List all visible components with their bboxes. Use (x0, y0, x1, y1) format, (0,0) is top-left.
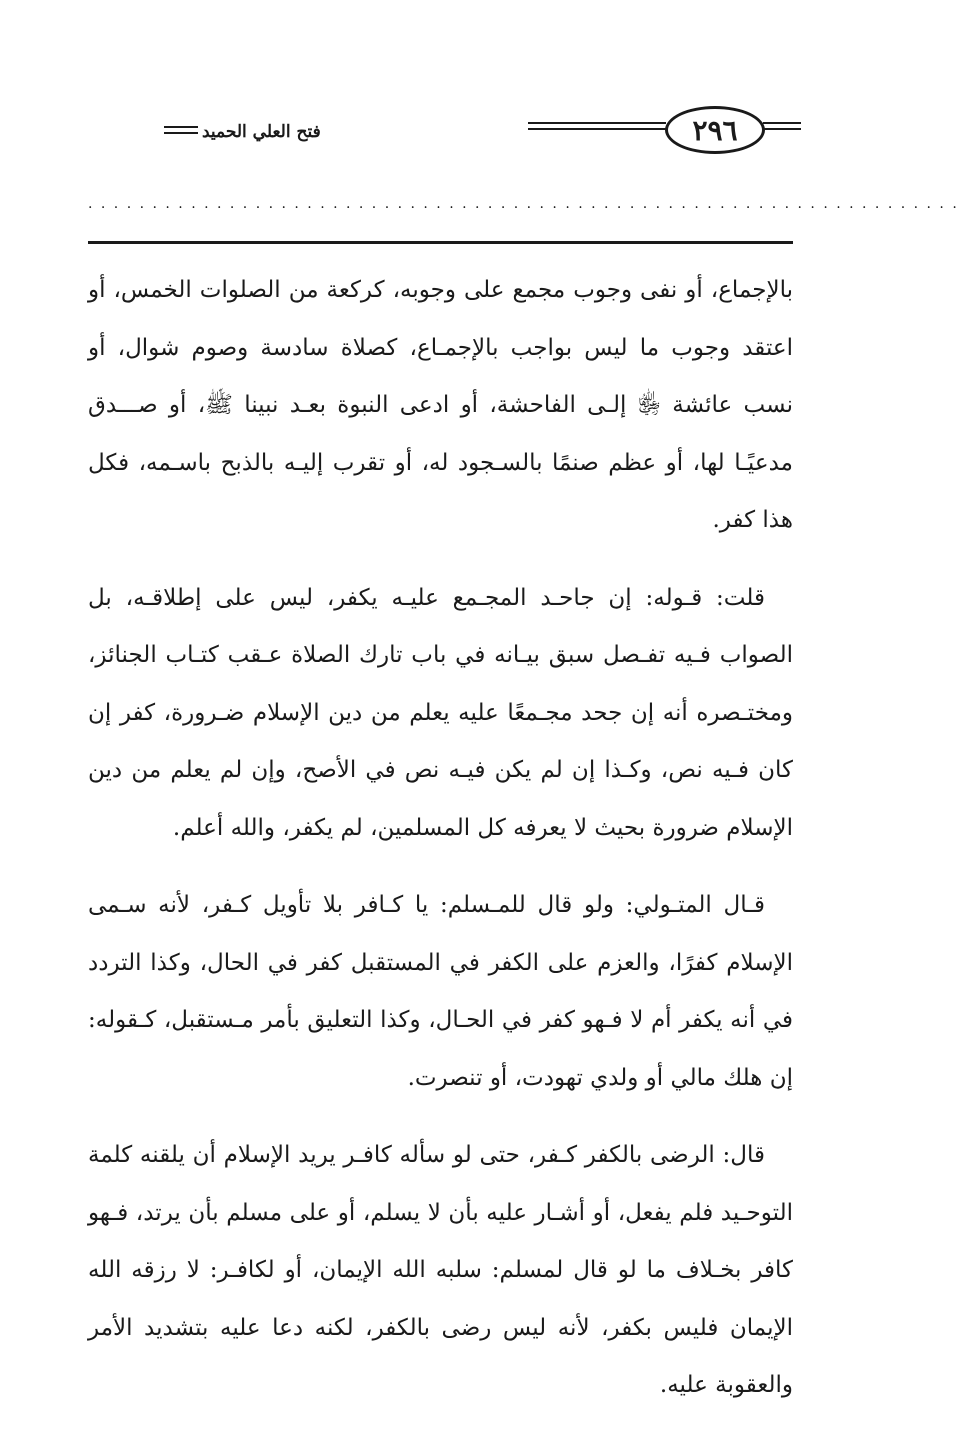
horizontal-rule (88, 241, 793, 244)
page-header (80, 100, 798, 170)
paragraph: قلت: قـوله: إن جاحـد المجـمع عليـه يكفر، ليس على إطلاقـه، بل الصواب فـيه تفـصل سبق بيـانه في باب تارك الصلاة عـقب كتـاب الجنائز، ومختـصره أنه إن جحد مجـمعًا عليه يعلم من دين الإسلام ضـرورة، كفر إن كان فـيه نص، وكـذا إن لم يكن فيـه نص في الأصح، وإن لم يعلم من دين الإسلام ضرورة بحيث لا يعرفه كل المسلمين، لم يكفر، والله أعلم. (88, 584, 793, 841)
dotted-separator: . . . . . . . . . . . . . . . . . . . . . . . . . . . . . . . . . . . . . . . . . . . . . . . . . . . . . . . . . . . . . . . . . . . . (88, 196, 959, 212)
paragraph: قـال المتـولي: ولو قال للمـسلم: يا كـافر بلا تأويل كـفر، لأنه سـمى الإسلام كفرًا، والعزم على الكفر في المستقبل كفر في الحال، وكذا التردد في أنه يكفر أم لا فـهو كفر في الحـال، وكذا التعليق بأمر مـستقبل، كـقوله: إن هلك مالي أو ولدي تهودت، أو تنصرت. (88, 892, 793, 1091)
page-body (88, 262, 793, 1435)
book-title: فتح العلي الحميد (202, 122, 321, 142)
title-rule (164, 126, 198, 138)
paragraph: بالإجماع، أو نفى وجوب مجمع على وجوبه، كركعة من الصلوات الخمس، أو اعتقد وجوب ما ليس بواجب بالإجمـاع، كصلاة سادسة وصوم شوال، أو نسب عائشة ﵂ إلـى الفاحشة، أو ادعى النبوة بعـد نبينا ﷺ، أو صـــدق مدعيًـا لها، أو عظم صنمًا بالسـجود له، أو تقرب إليـه بالذبح باسـمه، فكل هذا كفر. (88, 277, 793, 533)
header-rule-right (763, 122, 801, 134)
paragraph: قال: الرضى بالكفر كـفر، حتى لو سأله كافـر يريد الإسلام أن يلقنه كلمة التوحـيد فلم يفعل، أو أشـار عليه بأن لا يسلم، أو على مسلم بأن يرتد، فـهو كافر بخـلاف ما لو قال لمسلم: سلبه الله الإيمان، أو لكافـر: لا رزقه الله الإيمان فليس بكفر، لأنه ليس رضى بالكفر، لكنه دعا عليه بتشديد الأمر والعقوبة عليه. (88, 1142, 793, 1398)
page-number: ٢٩٦ (665, 106, 765, 154)
header-rule-left (528, 122, 666, 134)
